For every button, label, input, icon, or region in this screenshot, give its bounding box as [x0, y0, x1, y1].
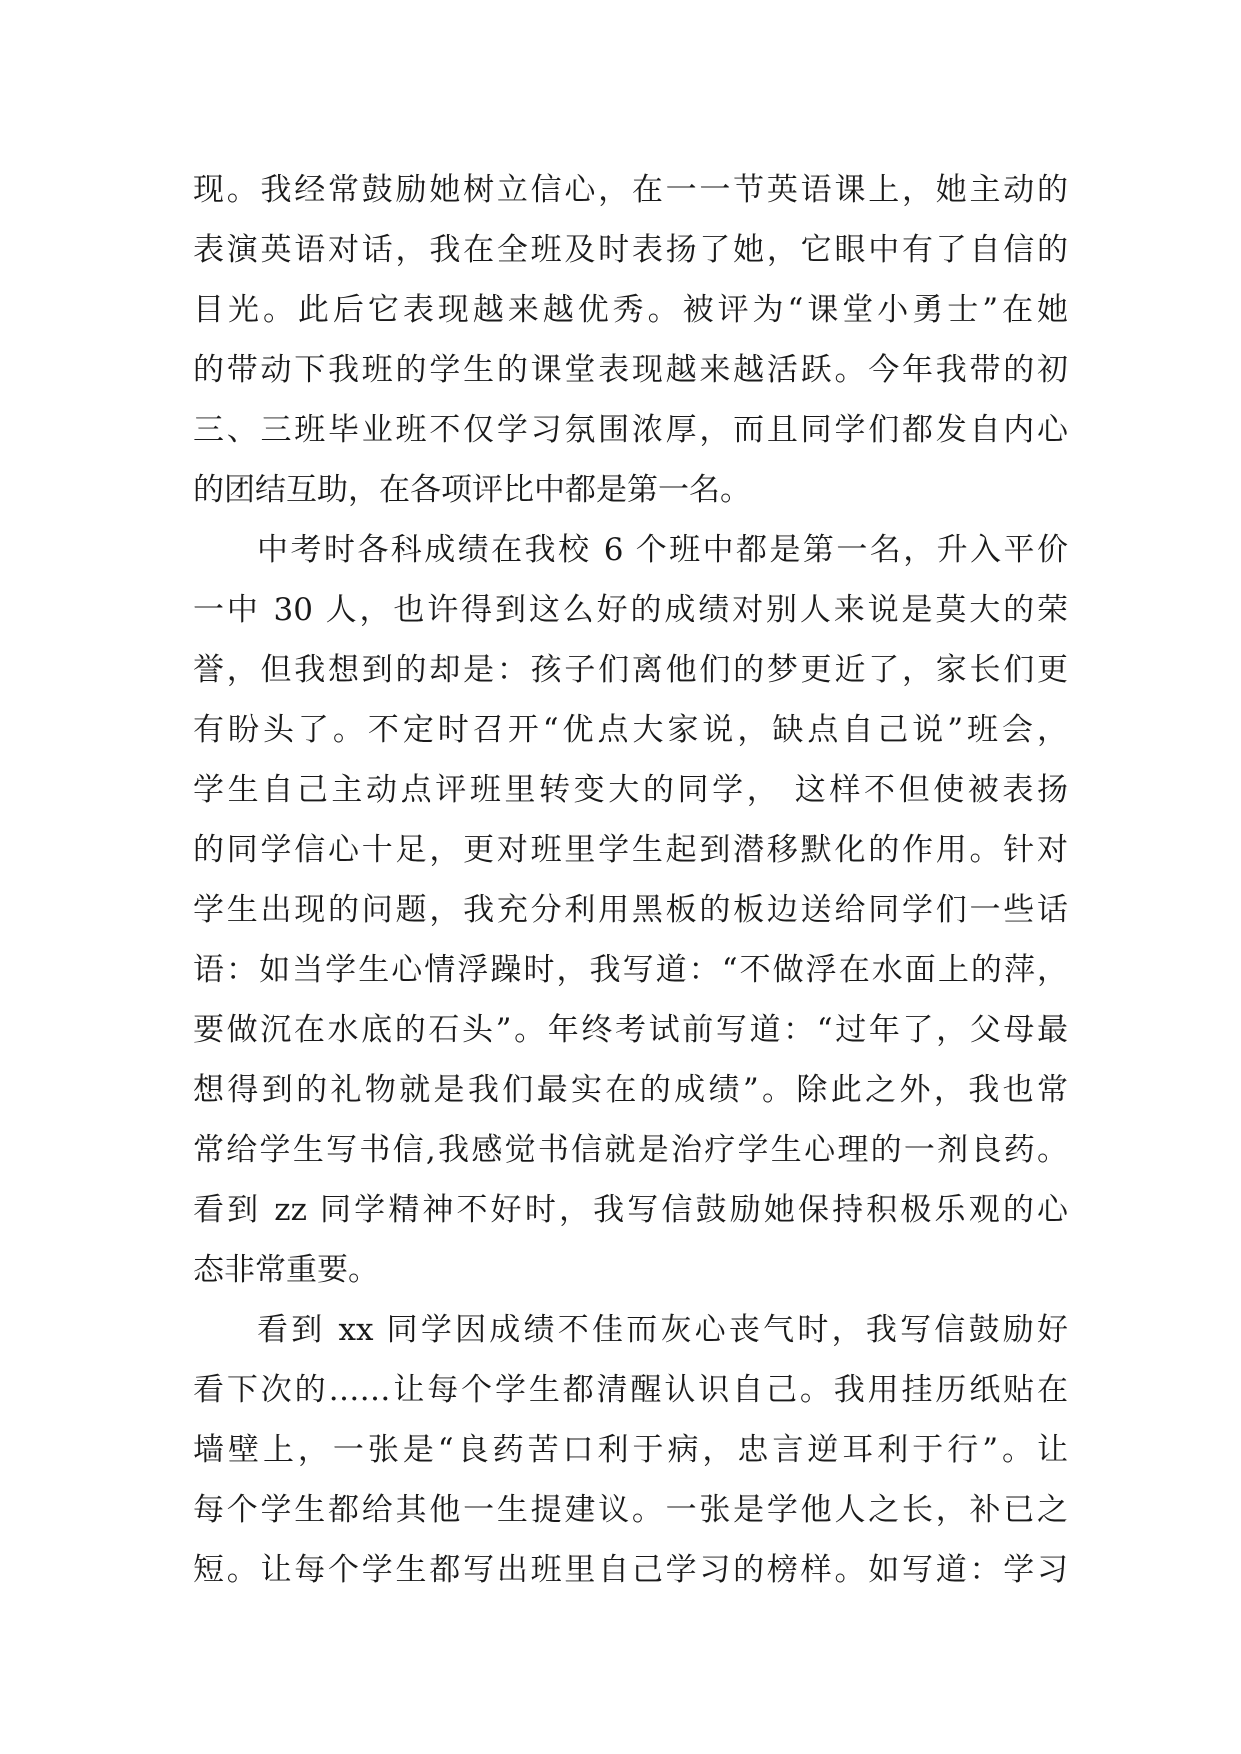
text-line: 目光。此后它表现越来越优秀。被评为“课堂小勇士”在她 — [193, 292, 1068, 328]
text-line: 要做沉在水底的石头”。年终考试前写道：“过年了，父母最 — [193, 1012, 1068, 1048]
text-line: 誉，但我想到的却是：孩子们离他们的梦更近了，家长们更 — [193, 652, 1068, 688]
document-body — [193, 160, 1068, 1600]
text-line: 现。我经常鼓励她树立信心，在一一节英语课上，她主动的 — [193, 172, 1068, 208]
text-line: 三、三班毕业班不仅学习氛围浓厚，而且同学们都发自内心 — [193, 412, 1068, 448]
text-line: 的同学信心十足，更对班里学生起到潜移默化的作用。针对 — [193, 832, 1068, 868]
text-line: 墙壁上，一张是“良药苦口利于病，忠言逆耳利于行”。让 — [193, 1432, 1068, 1468]
text-line: 学生出现的问题，我充分利用黑板的板边送给同学们一些话 — [193, 892, 1068, 928]
text-line: 每个学生都给其他一生提建议。一张是学他人之长，补已之 — [193, 1492, 1068, 1528]
text-line: 的带动下我班的学生的课堂表现越来越活跃。今年我带的初 — [193, 352, 1068, 388]
text-line: 想得到的礼物就是我们最实在的成绩”。除此之外，我也常 — [193, 1072, 1068, 1108]
text-line: 看到 xx 同学因成绩不佳而灰心丧气时，我写信鼓励好 — [257, 1312, 1068, 1348]
text-line: 常给学生写书信,我感觉书信就是治疗学生心理的一剂良药。 — [193, 1132, 1068, 1168]
text-line: 短。让每个学生都写出班里自己学习的榜样。如写道：学习 — [193, 1552, 1068, 1588]
text-line: 看下次的……让每个学生都清醒认识自己。我用挂历纸贴在 — [193, 1372, 1068, 1408]
text-line: 表演英语对话，我在全班及时表扬了她，它眼中有了自信的 — [193, 232, 1068, 268]
text-line: 有盼头了。不定时召开“优点大家说，缺点自己说”班会， — [193, 712, 1068, 748]
text-line: 学生自己主动点评班里转变大的同学， 这样不但使被表扬 — [193, 772, 1068, 808]
text-line: 一中 30 人，也许得到这么好的成绩对别人来说是莫大的荣 — [193, 592, 1068, 628]
text-line: 看到 zz 同学精神不好时，我写信鼓励她保持积极乐观的心 — [193, 1192, 1068, 1228]
text-line: 态非常重要。 — [193, 1252, 379, 1288]
text-line: 语：如当学生心情浮躁时，我写道：“不做浮在水面上的萍， — [193, 952, 1068, 988]
text-line: 中考时各科成绩在我校 6 个班中都是第一名，升入平价 — [257, 532, 1068, 568]
text-line: 的团结互助，在各项评比中都是第一名。 — [193, 472, 751, 508]
